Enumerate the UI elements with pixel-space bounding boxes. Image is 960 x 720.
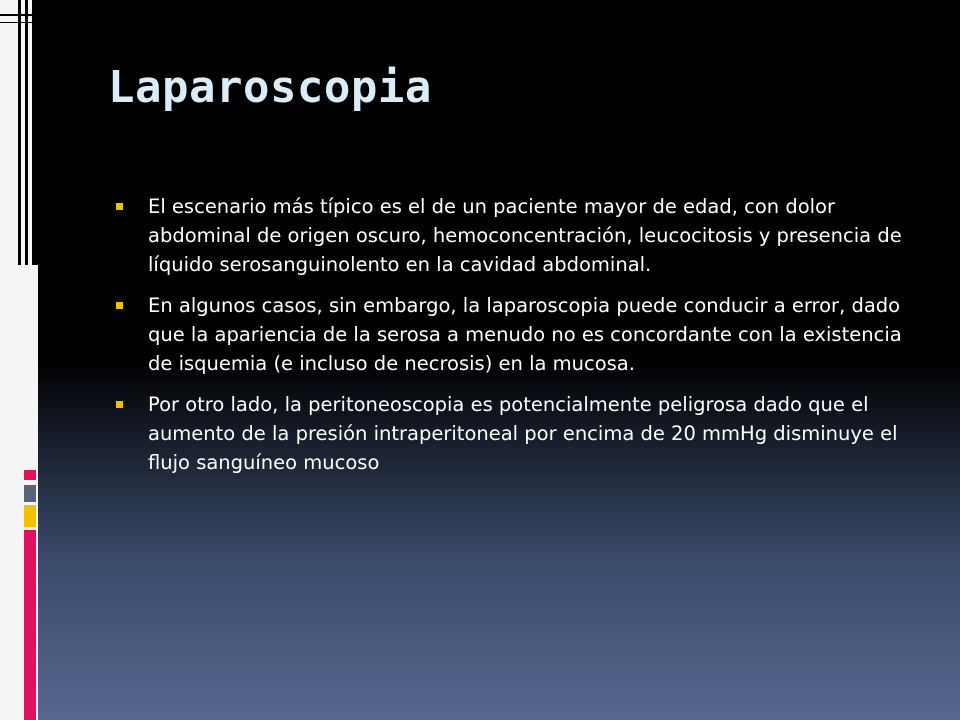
bullet-square-icon xyxy=(116,203,123,210)
bullet-item xyxy=(112,390,902,477)
bullet-square-icon xyxy=(116,401,123,408)
slide-title: Laparoscopia xyxy=(108,62,432,113)
left-decoration-bars xyxy=(0,0,38,720)
bullet-text: En algunos casos, sin embargo, la laparoscopia puede conducir a error, dado que la apariencia de la serosa a menudo no es concordante con la existencia de isquemia (e incluso de necrosis) en la mucosa. xyxy=(148,294,902,375)
bullet-text: El escenario más típico es el de un paciente mayor de edad, con dolor abdominal de origen oscuro, hemoconcentración, leucocitosis y presencia de líquido serosanguinolento en la cavidad abdominal. xyxy=(148,195,902,276)
bullet-text: Por otro lado, la peritoneoscopia es potencialmente peligrosa dado que el aumento de la presión intraperitoneal por encima de 20 mmHg disminuye el flujo sanguíneo mucoso xyxy=(148,393,898,474)
bullet-square-icon xyxy=(116,302,123,309)
bullet-list xyxy=(112,192,902,489)
bullet-item xyxy=(112,291,902,378)
bullet-item xyxy=(112,192,902,279)
